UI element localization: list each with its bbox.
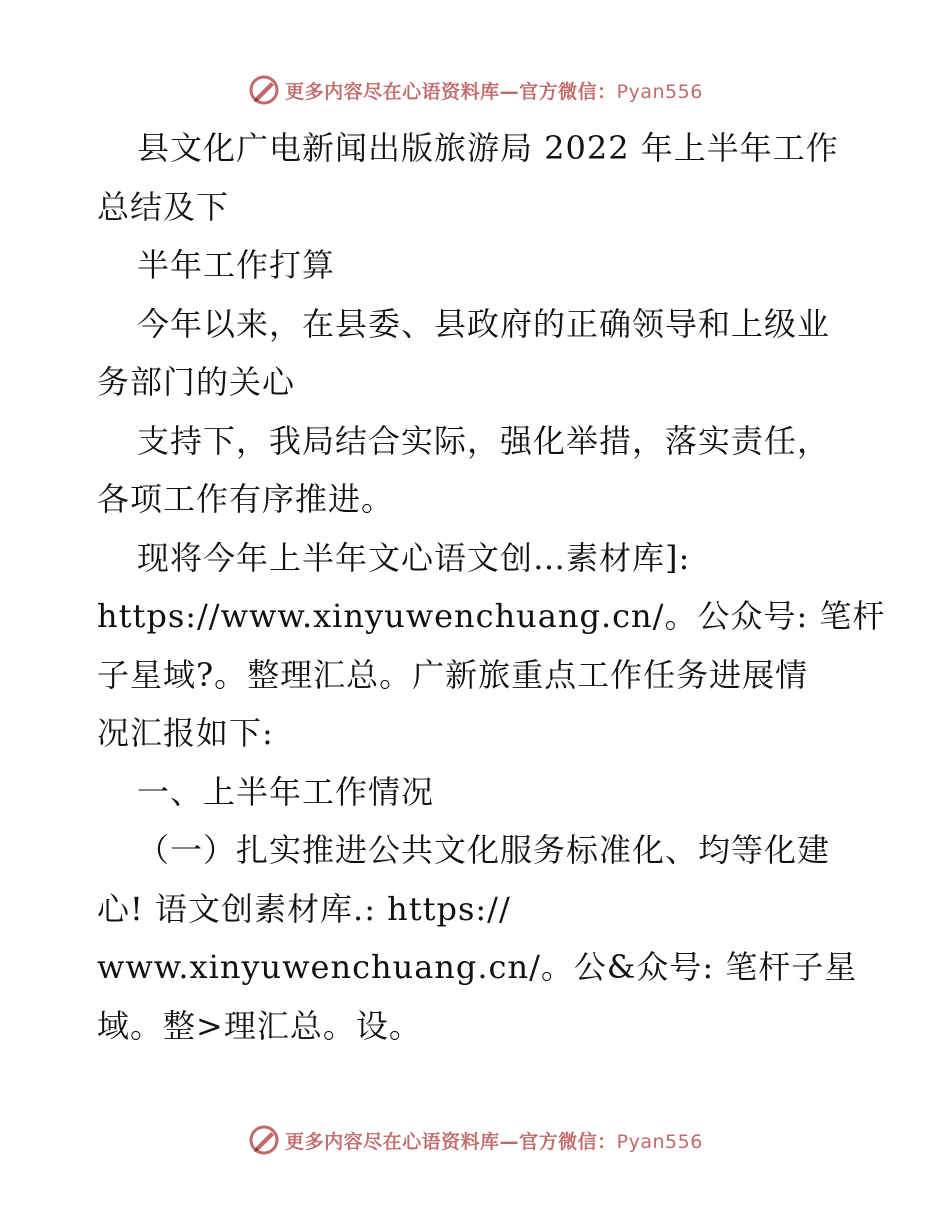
- title-line-3: 半年工作打算: [137, 246, 336, 284]
- title-line-2: 总结及下: [97, 187, 230, 226]
- paragraph-line: 心! 语文创素材库.: https://: [97, 889, 511, 928]
- pen-circle-logo-icon: [247, 73, 281, 107]
- subsection-heading: （一）扎实推进公共文化服务标准化、均等化建: [137, 831, 831, 869]
- section-heading: 一、上半年工作情况: [137, 772, 435, 811]
- paragraph-line: 支持下，我局结合实际，强化举措，落实责任，: [137, 421, 831, 460]
- paragraph-line: 今年以来，在县委、县政府的正确领导和上级业: [137, 304, 831, 343]
- paragraph-line: 务部门的关心: [97, 363, 296, 401]
- header-watermark-banner: [0, 70, 950, 110]
- document-body: [97, 119, 886, 1055]
- title-line-1: 县文化广电新闻出版旅游局 2022 年上半年工作: [137, 129, 839, 167]
- paragraph-line: 各项工作有序推进。: [97, 480, 395, 518]
- watermark-text: 更多内容尽在心语资料库—官方微信：Pyan556: [285, 1130, 703, 1153]
- pen-circle-logo-icon: [247, 1123, 281, 1157]
- watermark-text: 更多内容尽在心语资料库—官方微信：Pyan556: [285, 80, 703, 103]
- paragraph-line: 域。整>理汇总。设。: [97, 1006, 422, 1045]
- paragraph-line: 子星域?。整理汇总。广新旅重点工作任务进展情: [97, 655, 809, 694]
- footer-watermark-banner: [0, 1120, 950, 1160]
- paragraph-line: https://www.xinyuwenchuang.cn/。公众号: 笔杆: [97, 597, 886, 635]
- paragraph-line: www.xinyuwenchuang.cn/。公&众号: 笔杆子星: [97, 948, 858, 986]
- paragraph-line: 现将今年上半年文心语文创…素材库]:: [137, 538, 691, 577]
- paragraph-line: 况汇报如下:: [97, 714, 274, 752]
